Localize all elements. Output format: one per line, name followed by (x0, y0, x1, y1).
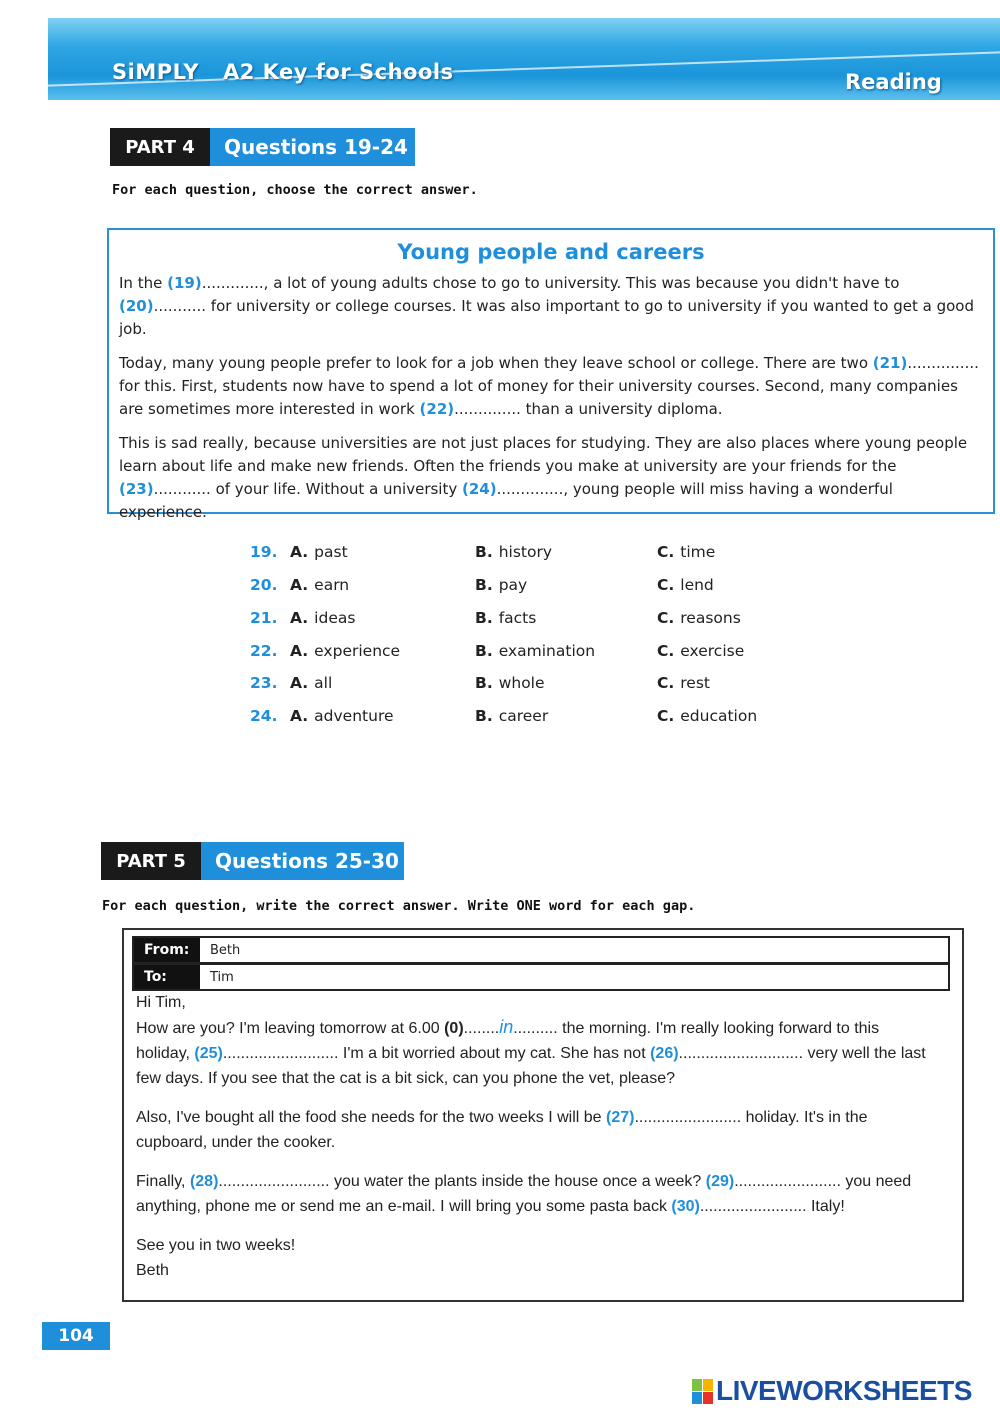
text: This is sad really, because universities are not just places for studying. They are also places where young people learn about life and make new friends. Often the friends you make at university are your friends for the (119, 434, 968, 475)
part4-heading (110, 128, 415, 166)
option-text: whole (498, 674, 545, 692)
greeting: Hi Tim, (136, 994, 186, 1011)
option-text: ideas (314, 609, 356, 627)
option-text: career (498, 707, 549, 725)
gap-19[interactable]: (19) (167, 274, 202, 292)
passage-title: Young people and careers (397, 240, 705, 264)
gap-24[interactable]: (24) (462, 480, 497, 498)
option-a[interactable] (290, 707, 394, 725)
email-paragraph (136, 1169, 936, 1219)
option-text: earn (314, 576, 350, 594)
option-letter: C. (657, 543, 675, 561)
questions-label: Questions 19-24 (210, 128, 415, 166)
option-letter: C. (657, 642, 675, 660)
text: ............... for this. First, students now have to spend a lot of money for their university courses. Second, many companies are sometimes more interested in work (119, 354, 979, 418)
option-text: examination (498, 642, 596, 660)
option-b[interactable] (475, 576, 527, 594)
email-paragraph (136, 1105, 936, 1155)
to-value: Tim (210, 970, 234, 985)
option-letter: C. (657, 707, 675, 725)
logo-text: LIVEWORKSHEETS (716, 1375, 972, 1406)
part5-heading (101, 842, 404, 880)
option-letter: A. (290, 543, 309, 561)
option-text: history (498, 543, 553, 561)
text: How are you? I'm leaving tomorrow at 6.00 (136, 1020, 445, 1037)
option-letter: C. (657, 576, 675, 594)
option-letter: B. (475, 576, 493, 594)
gap-26[interactable]: (26) (650, 1045, 679, 1062)
option-c[interactable] (657, 576, 714, 594)
option-b[interactable] (475, 674, 545, 692)
text: ........ (463, 1020, 500, 1037)
passage-paragraph (119, 352, 983, 421)
text: ............................ very well the last few days. If you see that the cat is a bit sick, can you phone the vet, please? (136, 1045, 926, 1087)
option-b[interactable] (475, 642, 595, 660)
option-c[interactable] (657, 609, 741, 627)
option-b[interactable] (475, 609, 536, 627)
text: .......... the morning. I'm really looking forward to this holiday, (136, 1020, 880, 1062)
option-text: all (314, 674, 333, 692)
passage-paragraph (119, 272, 983, 341)
text: ........... for university or college courses. It was also important to go to university if you wanted to get a good job. (119, 297, 974, 338)
option-letter: A. (290, 674, 309, 692)
text: ........................ Italy! (699, 1198, 845, 1215)
email-box (122, 928, 964, 1302)
option-letter: B. (475, 609, 493, 627)
text: In the (119, 274, 168, 292)
to-row (132, 963, 950, 991)
text: Today, many young people prefer to look for a job when they leave school or college. There are two (119, 354, 873, 372)
option-a[interactable] (290, 609, 355, 627)
option-letter: B. (475, 707, 493, 725)
example-answer: in (499, 1017, 514, 1037)
option-letter: B. (475, 674, 493, 692)
option-text: pay (498, 576, 528, 594)
reading-passage (107, 228, 995, 521)
option-letter: A. (290, 609, 309, 627)
option-text: education (680, 707, 758, 725)
from-value: Beth (210, 943, 241, 958)
option-text: rest (680, 674, 710, 692)
brand-name: SiMPLY (112, 60, 199, 84)
gap-21[interactable]: (21) (872, 354, 908, 372)
option-letter: A. (290, 707, 309, 725)
option-text: past (314, 543, 348, 561)
signature: Beth (136, 1262, 169, 1279)
gap-25[interactable]: (25) (194, 1045, 223, 1062)
option-a[interactable] (290, 543, 348, 561)
option-text: reasons (680, 609, 741, 627)
option-c[interactable] (657, 543, 715, 561)
option-letter: B. (475, 543, 493, 561)
to-label: To: (134, 965, 200, 989)
gap-22[interactable]: (22) (419, 400, 455, 418)
text: Finally, (136, 1173, 190, 1190)
option-text: facts (498, 609, 537, 627)
text: ......................... you water the plants inside the house once a week? (218, 1173, 706, 1190)
section-title: Reading (845, 70, 942, 94)
questions-label: Questions 25-30 (201, 842, 404, 880)
option-letter: C. (657, 609, 675, 627)
question-number: 24. (250, 707, 278, 725)
gap-20[interactable]: (20) (119, 297, 154, 315)
text: .............. than a university diploma. (454, 400, 723, 418)
question-number: 19. (250, 543, 278, 561)
email-body (136, 990, 936, 1283)
gap-27[interactable]: (27) (606, 1109, 635, 1126)
question-number: 23. (250, 674, 278, 692)
gap-23[interactable]: (23) (119, 480, 154, 498)
email-paragraph (136, 1015, 936, 1091)
part-label: PART 5 (101, 842, 201, 880)
logo-tiles-icon (692, 1379, 713, 1404)
option-letter: C. (657, 674, 675, 692)
option-a[interactable] (290, 576, 349, 594)
closing: See you in two weeks! (136, 1237, 296, 1254)
option-c[interactable] (657, 642, 744, 660)
option-text: lend (680, 576, 714, 594)
text: .............., young people will miss having a wonderful experience. (119, 480, 893, 521)
option-c[interactable] (657, 707, 757, 725)
option-letter: A. (290, 642, 309, 660)
option-c[interactable] (657, 674, 710, 692)
question-number: 20. (250, 576, 278, 594)
liveworksheets-logo (692, 1375, 972, 1407)
text: Also, I've bought all the food she needs for the two weeks I will be (136, 1109, 606, 1126)
option-a[interactable] (290, 674, 332, 692)
option-b[interactable] (475, 543, 552, 561)
option-text: adventure (314, 707, 394, 725)
page-number: 104 (42, 1322, 110, 1350)
from-label: From: (134, 938, 200, 962)
text: .......................... I'm a bit worried about my cat. She has not (222, 1045, 651, 1062)
text: ........................ you need anything, phone me or send me an e-mail. I will bring you some pasta back (136, 1173, 912, 1215)
question-number: 21. (250, 609, 278, 627)
option-text: experience (314, 642, 401, 660)
text: ............ of your life. Without a university (153, 480, 462, 498)
passage-paragraph (119, 432, 983, 524)
option-letter: A. (290, 576, 309, 594)
part4-instruction: For each question, choose the correct answer. (112, 182, 478, 198)
option-b[interactable] (475, 707, 548, 725)
gap-30[interactable]: (30) (671, 1198, 700, 1215)
book-title (112, 60, 454, 84)
gap-29[interactable]: (29) (705, 1173, 735, 1190)
question-number: 22. (250, 642, 278, 660)
part5-instruction: For each question, write the correct answer. Write ONE word for each gap. (102, 898, 696, 914)
option-letter: B. (475, 642, 493, 660)
option-text: exercise (680, 642, 745, 660)
part-label: PART 4 (110, 128, 210, 166)
gap-28[interactable]: (28) (189, 1173, 219, 1190)
from-row (132, 936, 950, 964)
option-a[interactable] (290, 642, 400, 660)
book-name: A2 Key for Schools (222, 60, 454, 84)
example-number: (0) (444, 1020, 464, 1037)
text: ............., a lot of young adults chose to go to university. This was because you didn't have to (201, 274, 900, 292)
option-text: time (680, 543, 716, 561)
text: ........................ holiday. It's in the cupboard, under the cooker. (136, 1109, 868, 1151)
